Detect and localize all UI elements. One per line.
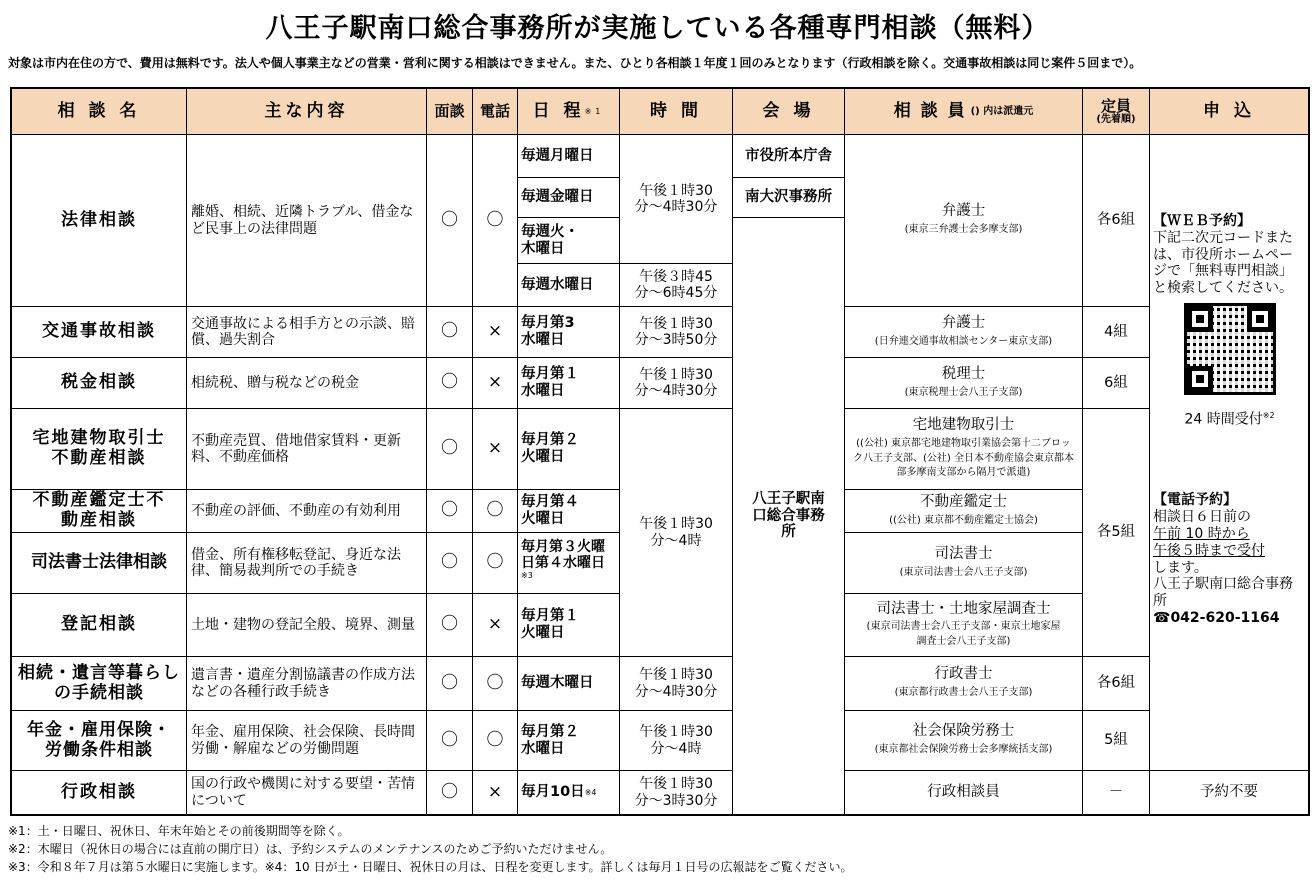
phone-mark: × [473,771,518,814]
phone-hours-to: 午後５時まで受付 [1153,542,1265,559]
venue-city-hall: 市役所本庁舎 [733,135,845,178]
row-name-tax: 税金相談 [12,358,187,409]
row-content-traffic: 交通事故による相手方との示談、賠償、過失割合 [187,307,427,358]
in-person-mark: 〇 [427,594,473,657]
phone-reservation-heading: 【電話予約】 [1153,492,1237,509]
footnote-1: ※1：土・日曜日、祝休日、年末年始とその前後期間等を除く。 [8,824,350,838]
header-name: 相 談 名 [12,89,187,135]
consultant-cell: 宅地建物取引士 ((公社) 東京都宅地建物取引業協会第十二ブロック八王子支部、(公社) 全日本不動産協会東京都本部多摩南支部から隔月で派遣) [845,409,1083,490]
phone-mark: 〇 [473,135,518,307]
row-name-pension-labor: 年金・雇用保険・労働条件相談 [12,711,187,771]
consultant-cell: 行政書士 (東京都行政書士会八王子支部) [845,657,1083,711]
row-name-registration: 登記相談 [12,594,187,657]
phone-number[interactable]: ☎042-620-1164 [1153,610,1280,627]
web-reservation-heading: 【ＷＥＢ予約】 [1153,213,1251,229]
phone-mark: 〇 [473,533,518,594]
schedule-cell: 毎月第１火曜日 [518,594,620,657]
capacity-cell: 各6組 [1083,657,1150,711]
web-reservation-text: 下記二次元コードまたは、市役所ホームページで「無料専門相談」と検索してください。 [1153,229,1293,297]
in-person-mark: 〇 [427,771,473,814]
apply-info [1152,135,1308,771]
consultant-cell: 税理士 (東京税理士会八王子支部) [845,358,1083,409]
row-content-appraiser: 不動産の評価、不動産の有効利用 [187,490,427,533]
row-name-administrative: 行政相談 [12,771,187,814]
time-cell: 午後１時30分〜4時30分 [620,358,733,409]
web-hours: 24 時間受付$^{※2}$ [1184,410,1275,428]
time-cell: 午後１時30分〜3時30分 [620,771,733,814]
phone-mark: 〇 [473,711,518,771]
phone-reservation-text: 相談日６日前の [1153,509,1251,526]
header-schedule: 日 程 ※1 [518,89,620,135]
capacity-cell-shared: 各5組 [1083,409,1150,657]
header-apply: 申 込 [1150,89,1308,135]
capacity-cell: － [1083,771,1150,814]
schedule-cell: 毎月第３火曜日第４水曜日$^{※3}$ [518,533,620,594]
row-content-judicial-scrivener: 借金、所有権移転登記、身近な法律、簡易裁判所での手続き [187,533,427,594]
phone-reservation-text2: します。 [1153,559,1208,576]
phone-mark: × [473,358,518,409]
apply-no-reservation: 予約不要 [1200,784,1258,801]
header-time: 時 間 [620,89,733,135]
footnote-2: ※2：木曜日（祝休日の場合には直前の開庁日）は、予約システムのメンテナンスのためご予約いただけません。 [8,842,613,856]
schedule-cell: 毎月第２火曜日 [518,409,620,490]
consultant-cell: 社会保険労務士 (東京都社会保険労務士会多摩統括支部) [845,711,1083,771]
in-person-mark: 〇 [427,657,473,711]
header-content: 主な内容 [187,89,427,135]
row-content-registration: 土地・建物の登記全般、境界、測量 [187,594,427,657]
row-content-pension-labor: 年金、雇用保険、社会保険、長時間労働・解雇などの労働問題 [187,711,427,771]
eligibility-note: 対象は市内在住の方で、費用は無料です。法人や個人事業主などの営業・営利に関する相談はできません。また、ひとり各相談１年度１回のみとなります（行政相談を除く。交通事故相談は同じ案件５回まで）。 [8,56,1142,70]
footnote-3: ※3：令和８年７月は第５水曜日に実施します。※4：10 日が土・日曜日、祝休日の月は、日程を変更します。詳しくは毎月１日号の広報誌をご覧ください。 [8,860,853,874]
schedule-cell: 毎月第４火曜日 [518,490,620,533]
consultant-cell: 司法書士・土地家屋調査士 (東京司法書士会八王子支部・東京土地家屋調査士会八王子支部) [845,594,1083,657]
schedule-cell: 毎月10日 ※4 [518,771,620,814]
time-cell-shared: 午後１時30分〜4時 [620,409,733,657]
venue-minami-osawa: 南大沢事務所 [733,178,845,218]
schedule-cell: 毎月第２水曜日 [518,711,620,771]
time-cell: 午後１時30分〜4時 [620,711,733,771]
schedule-cell: 毎月第１水曜日 [518,358,620,409]
consultant-cell: 弁護士 (日弁連交通事故相談センター東京支部) [845,307,1083,358]
time-cell: 午後１時30分〜4時30分 [620,135,733,264]
row-name-real-estate-agent: 宅地建物取引士不動産相談 [12,409,187,490]
venue-hachioji-south: 八王子駅南口総合事務所 [733,218,845,814]
row-name-traffic: 交通事故相談 [12,307,187,358]
capacity-cell: 4組 [1083,307,1150,358]
consultation-table [10,87,1310,816]
phone-mark: × [473,409,518,490]
in-person-mark: 〇 [427,135,473,307]
header-venue: 会 場 [733,89,845,135]
row-name-law: 法律相談 [12,135,187,307]
phone-mark: × [473,307,518,358]
row-content-administrative: 国の行政や機関に対する要望・苦情について [187,771,427,814]
row-name-judicial-scrivener: 司法書士法律相談 [12,533,187,594]
schedule-cell: 毎月第3水曜日 [518,307,620,358]
in-person-mark: 〇 [427,490,473,533]
in-person-mark: 〇 [427,533,473,594]
capacity-cell: 5組 [1083,711,1150,771]
capacity-cell: 6組 [1083,358,1150,409]
header-in-person: 面談 [427,89,473,135]
schedule-cell: 毎週水曜日 [518,264,620,307]
header-phone: 電話 [473,89,518,135]
row-content-law: 離婚、相続、近隣トラブル、借金など民事上の法律問題 [187,135,427,307]
phone-mark: 〇 [473,490,518,533]
row-content-real-estate-agent: 不動産売買、借地借家賃料・更新料、不動産価格 [187,409,427,490]
in-person-mark: 〇 [427,409,473,490]
row-name-appraiser: 不動産鑑定士不動産相談 [12,490,187,533]
in-person-mark: 〇 [427,307,473,358]
consultant-cell: 行政相談員 [845,771,1083,814]
schedule-cell: 毎週金曜日 [518,178,620,218]
time-cell: 午後１時30分〜4時30分 [620,657,733,711]
schedule-cell: 毎週月曜日 [518,135,620,178]
row-content-inheritance: 遺言書・遺産分割協議書の作成方法などの各種行政手続き [187,657,427,711]
in-person-mark: 〇 [427,711,473,771]
header-consultant: 相 談 員 () 内は派遣元 [845,89,1083,135]
phone-hours-from: 午前 10 時から [1153,526,1250,543]
phone-mark: × [473,594,518,657]
row-content-tax: 相続税、贈与税などの税金 [187,358,427,409]
consultant-cell: 弁護士 (東京三弁護士会多摩支部) [845,135,1083,307]
page-title: 八王子駅南口総合事務所が実施している各種専門相談（無料） [265,13,1050,44]
time-cell: 午後１時30分〜3時50分 [620,307,733,358]
phone-office: 八王子駅南口総合事務所 [1153,576,1293,610]
in-person-mark: 〇 [427,358,473,409]
header-capacity: 定員 (先着順) [1083,89,1150,135]
schedule-cell: 毎週木曜日 [518,657,620,711]
consultant-cell: 不動産鑑定士 ((公社) 東京都不動産鑑定士協会) [845,490,1083,533]
qr-code-icon[interactable] [1184,303,1276,395]
row-name-inheritance: 相続・遺言等暮らしの手続相談 [12,657,187,711]
capacity-cell: 各6組 [1083,135,1150,307]
time-cell: 午後３時45分〜6時45分 [620,264,733,307]
phone-mark: 〇 [473,657,518,711]
schedule-cell: 毎週火・木曜日 [518,218,620,264]
consultant-cell: 司法書士 (東京司法書士会八王子支部) [845,533,1083,594]
